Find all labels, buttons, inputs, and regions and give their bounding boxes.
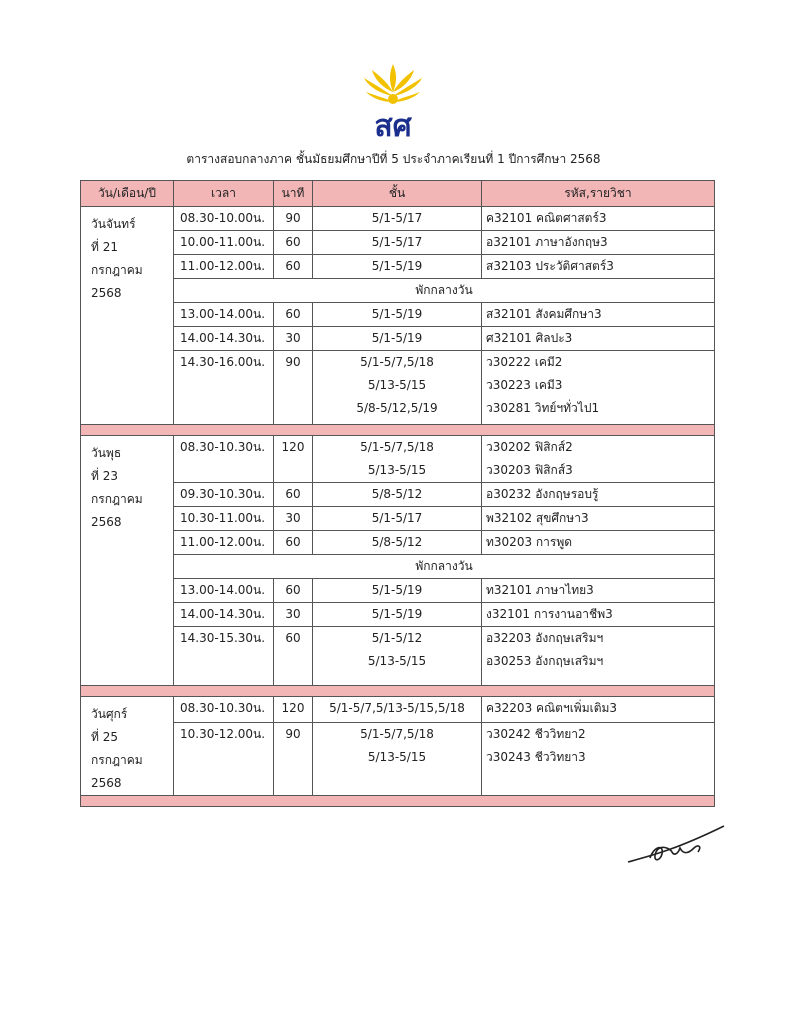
exam-class-line: 5/13-5/15	[367, 378, 427, 392]
table-header-row	[81, 181, 715, 207]
exam-subject-line: ง32101 การงานอาชีพ3	[486, 607, 613, 621]
flame-emblem-icon	[364, 64, 422, 104]
exam-date-line: ที่ 25	[91, 730, 118, 744]
day-separator	[81, 796, 715, 807]
exam-class	[313, 436, 482, 483]
exam-date-line: ที่ 21	[91, 240, 118, 254]
exam-minutes: 90	[274, 723, 313, 796]
exam-class-line: 5/1-5/19	[371, 307, 423, 321]
logo-text: สศ	[374, 109, 412, 140]
exam-subject-line: อ30232 อังกฤษรอบรู้	[486, 487, 599, 501]
exam-schedule-table	[80, 180, 715, 807]
exam-time: 14.30-16.00น.	[174, 351, 274, 425]
lunch-break: พักกลางวัน	[174, 279, 715, 303]
col-class: ชั้น	[313, 181, 482, 207]
exam-time: 10.00-11.00น.	[174, 231, 274, 255]
exam-minutes: 60	[274, 231, 313, 255]
table-row	[81, 436, 715, 483]
exam-minutes: 90	[274, 351, 313, 425]
exam-subject	[482, 255, 715, 279]
exam-minutes: 60	[274, 579, 313, 603]
exam-subject-line: ค32101 คณิตศาสตร์3	[486, 211, 607, 225]
exam-date-line: วันพุธ	[91, 446, 122, 460]
exam-minutes: 120	[274, 697, 313, 723]
exam-subject	[482, 579, 715, 603]
exam-subject	[482, 697, 715, 723]
exam-subject-line: ว30202 ฟิสิกส์2	[486, 440, 573, 454]
exam-class-line: 5/1-5/12	[371, 631, 423, 645]
exam-subject	[482, 603, 715, 627]
exam-class	[313, 531, 482, 555]
exam-class	[313, 327, 482, 351]
exam-minutes: 30	[274, 327, 313, 351]
exam-class	[313, 603, 482, 627]
exam-subject-line: ว30223 เคมี3	[486, 378, 563, 392]
exam-time: 11.00-12.00น.	[174, 531, 274, 555]
table-row	[81, 531, 715, 555]
exam-time: 08.30-10.00น.	[174, 207, 274, 231]
break-row	[81, 279, 715, 303]
exam-subject	[482, 436, 715, 483]
exam-minutes: 60	[274, 483, 313, 507]
exam-class	[313, 507, 482, 531]
signature	[620, 818, 730, 873]
exam-subject-line: ว30222 เคมี2	[486, 355, 563, 369]
exam-subject-line: ท30203 การพูด	[486, 535, 573, 549]
exam-class-line: 5/1-5/7,5/13-5/15,5/18	[329, 701, 465, 715]
page-title: ตารางสอบกลางภาค ชั้นมัธยมศึกษาปีที่ 5 ประจำภาคเรียนที่ 1 ปีการศึกษา 2568	[186, 152, 601, 166]
exam-subject-line: ว30243 ชีววิทยา3	[486, 750, 586, 765]
exam-class	[313, 207, 482, 231]
exam-time: 14.30-15.30น.	[174, 627, 274, 686]
exam-class-line: 5/13-5/15	[367, 654, 427, 668]
exam-class	[313, 579, 482, 603]
exam-class	[313, 723, 482, 796]
exam-minutes: 120	[274, 436, 313, 483]
exam-date-line: วันศุกร์	[91, 707, 128, 721]
exam-time: 08.30-10.30น.	[174, 436, 274, 483]
exam-subject	[482, 627, 715, 686]
exam-subject-line: ว30281 วิทย์ฯทั่วไป1	[486, 401, 600, 415]
exam-subject-line: อ30253 อังกฤษเสริมฯ	[486, 654, 604, 668]
col-date: วัน/เดือน/ปี	[81, 181, 174, 207]
exam-subject	[482, 327, 715, 351]
exam-subject	[482, 483, 715, 507]
exam-subject	[482, 351, 715, 425]
exam-subject-line: ค32203 คณิตฯเพิ่มเติม3	[486, 701, 618, 715]
table-row	[81, 603, 715, 627]
exam-time: 10.30-12.00น.	[174, 723, 274, 796]
school-logo	[360, 62, 426, 140]
col-subject: รหัส,รายวิชา	[482, 181, 715, 207]
exam-class-line: 5/8-5/12	[371, 535, 423, 549]
exam-time: 14.00-14.30น.	[174, 327, 274, 351]
exam-time: 10.30-11.00น.	[174, 507, 274, 531]
exam-class-line: 5/1-5/17	[371, 211, 423, 225]
exam-subject	[482, 303, 715, 327]
exam-minutes: 90	[274, 207, 313, 231]
exam-date-line: 2568	[91, 286, 122, 300]
break-row	[81, 555, 715, 579]
exam-minutes: 60	[274, 255, 313, 279]
exam-date	[81, 436, 174, 686]
exam-time: 08.30-10.30น.	[174, 697, 274, 723]
exam-subject-line: อ32101 ภาษาอังกฤษ3	[486, 235, 608, 249]
exam-subject-line: ท32101 ภาษาไทย3	[486, 583, 594, 597]
exam-class-line: 5/8-5/12,5/19	[356, 401, 438, 415]
exam-class-line: 5/13-5/15	[367, 463, 427, 477]
table-row	[81, 255, 715, 279]
table-row	[81, 351, 715, 425]
exam-subject-line: ส32103 ประวัติศาสตร์3	[486, 259, 614, 273]
exam-class	[313, 351, 482, 425]
exam-class	[313, 697, 482, 723]
exam-subject-line: ว30203 ฟิสิกส์3	[486, 463, 573, 477]
exam-subject	[482, 231, 715, 255]
exam-subject	[482, 507, 715, 531]
table-row	[81, 627, 715, 686]
table-row	[81, 697, 715, 723]
day-separator-cell	[81, 686, 715, 697]
exam-class-line: 5/1-5/7,5/18	[360, 727, 434, 742]
table-row	[81, 723, 715, 796]
exam-class-line: 5/1-5/17	[371, 235, 423, 249]
exam-class-line: 5/8-5/12	[371, 487, 423, 501]
exam-subject-line: ส32101 สังคมศึกษา3	[486, 307, 602, 321]
exam-class-line: 5/1-5/19	[371, 331, 423, 345]
table-row	[81, 231, 715, 255]
table-row	[81, 327, 715, 351]
exam-class-line: 5/1-5/7,5/18	[360, 440, 434, 454]
exam-time: 13.00-14.00น.	[174, 579, 274, 603]
day-separator-cell	[81, 425, 715, 436]
exam-subject-line: อ32203 อังกฤษเสริมฯ	[486, 631, 604, 645]
exam-class-line: 5/1-5/17	[371, 511, 423, 525]
exam-date	[81, 697, 174, 796]
exam-date-line: กรกฎาคม	[91, 492, 143, 506]
exam-date-line: กรกฎาคม	[91, 263, 143, 277]
exam-subject-line: พ32102 สุขศึกษา3	[486, 511, 589, 525]
exam-date-line: 2568	[91, 515, 122, 529]
col-minutes: นาที	[274, 181, 313, 207]
exam-minutes: 30	[274, 603, 313, 627]
exam-time: 11.00-12.00น.	[174, 255, 274, 279]
table-row	[81, 579, 715, 603]
exam-class-line: 5/1-5/7,5/18	[360, 355, 434, 369]
exam-class	[313, 627, 482, 686]
exam-date-line: ที่ 23	[91, 469, 118, 483]
day-separator	[81, 425, 715, 436]
exam-subject-line: ศ32101 ศิลปะ3	[486, 331, 573, 345]
table-row	[81, 303, 715, 327]
table-row	[81, 507, 715, 531]
exam-subject	[482, 531, 715, 555]
exam-class-line: 5/1-5/19	[371, 607, 423, 621]
exam-minutes: 60	[274, 531, 313, 555]
table-row	[81, 207, 715, 231]
exam-minutes: 60	[274, 303, 313, 327]
exam-class	[313, 255, 482, 279]
exam-date-line: 2568	[91, 776, 122, 790]
col-time: เวลา	[174, 181, 274, 207]
exam-time: 09.30-10.30น.	[174, 483, 274, 507]
exam-class-line: 5/1-5/19	[371, 583, 423, 597]
exam-subject	[482, 207, 715, 231]
exam-date-line: กรกฎาคม	[91, 753, 143, 767]
exam-subject	[482, 723, 715, 796]
exam-minutes: 60	[274, 627, 313, 686]
exam-class	[313, 303, 482, 327]
exam-time: 14.00-14.30น.	[174, 603, 274, 627]
day-separator-cell	[81, 796, 715, 807]
day-separator	[81, 686, 715, 697]
exam-class-line: 5/13-5/15	[367, 750, 427, 765]
table-row	[81, 483, 715, 507]
exam-class	[313, 231, 482, 255]
exam-subject-line: ว30242 ชีววิทยา2	[486, 727, 586, 742]
exam-date	[81, 207, 174, 425]
exam-class	[313, 483, 482, 507]
table-body	[81, 207, 715, 807]
exam-class-line: 5/1-5/19	[371, 259, 423, 273]
exam-date-line: วันจันทร์	[91, 217, 136, 231]
exam-minutes: 30	[274, 507, 313, 531]
exam-time: 13.00-14.00น.	[174, 303, 274, 327]
lunch-break: พักกลางวัน	[174, 555, 715, 579]
